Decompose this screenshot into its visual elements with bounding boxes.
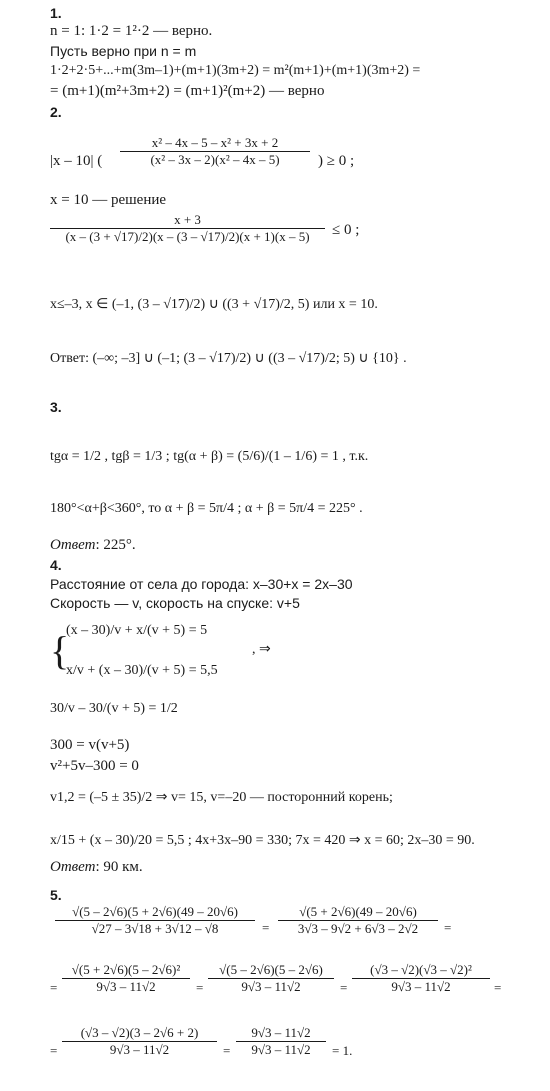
p4-system-eq-2: x/v + (x – 30)/(v + 5) = 5,5 [66,663,218,678]
p4-answer-label: Ответ [50,859,96,875]
p2-ineq-2-suffix: ≤ 0 ; [332,222,360,238]
p4-answer [50,858,143,876]
p5-fraction-1-denominator: √27 – 3√18 + 3√12 – √8 [91,921,219,936]
p5-eq-1: = [262,920,270,935]
p5-fraction-5 [352,962,490,995]
p5-fraction-6-numerator: (√3 – √2)(3 – 2√6 + 2) [62,1025,217,1042]
p1-line-1: n = 1: 1·2 = 1²·2 — верно. [50,23,213,39]
p5-fraction-1-numerator: √(5 – 2√6)(5 + 2√6)(49 – 20√6) [55,904,255,921]
p2-fraction-2 [50,212,325,245]
p5-fraction-3-numerator: √(5 + 2√6)(5 – 2√6)² [62,962,190,979]
p5-fraction-7 [236,1025,326,1058]
p3-line-1: tgα = 1/2 , tgβ = 1/3 ; tg(α + β) = (5/6)/(1 – 1/6) = 1 , т.к. [50,449,369,464]
p5-fraction-6-denominator: 9√3 – 11√2 [109,1042,170,1057]
problem-1-number: 1. [50,5,62,21]
p3-answer [50,536,136,554]
p5-fraction-4-denominator: 9√3 – 11√2 [241,979,301,994]
p4-line-2: Скорость — v, скорость на спуске: v+5 [50,595,300,611]
p4-line-5: v²+5v–300 = 0 [50,758,139,774]
p1-line-3: 1·2+2·5+...+m(3m–1)+(m+1)(3m+2) = m²(m+1)+(m+1)(3m+2) = [50,63,421,78]
p4-system-brace: { [50,628,70,673]
p5-eq-3: = [50,980,58,995]
p5-eq-5: = [340,980,348,995]
p4-line-3: 30/v – 30/(v + 5) = 1/2 [50,701,178,716]
p5-fraction-2-denominator: 3√3 – 9√2 + 6√3 – 2√2 [297,921,419,936]
p2-fraction-1-numerator: x² – 4x – 5 – x² + 3x + 2 [120,135,310,152]
p5-eq-2: = [444,920,452,935]
p4-line-1: Расстояние от села до города: x–30+x = 2x–30 [50,576,353,592]
p3-line-2: 180°<α+β<360°, то α + β = 5π/4 ; α + β = 5π/4 = 225° . [50,501,363,516]
p5-fraction-3-denominator: 9√3 – 11√2 [96,979,156,994]
p2-fraction-1-denominator: (x² – 3x – 2)(x² – 4x – 5) [150,152,280,167]
p5-eq-4: = [196,980,204,995]
p2-ineq-1-suffix: ) ≥ 0 ; [318,153,355,169]
p5-fraction-5-denominator: 9√3 – 11√2 [391,979,451,994]
problem-2-number: 2. [50,104,62,120]
p3-answer-label: Ответ [50,537,96,553]
problem-5-number: 5. [50,887,62,903]
p4-answer-value: : 90 км. [95,859,143,875]
p2-solution-line: x = 10 — решение [50,192,167,208]
p2-abs-prefix: |x – 10| ( [50,153,103,169]
p4-line-7: x/15 + (x – 30)/20 = 5,5 ; 4x+3x–90 = 330; 7x = 420 ⇒ x = 60; 2x–30 = 90. [50,833,475,848]
p2-answer: Ответ: (–∞; –3] ∪ (–1; (3 – √17)/2) ∪ ((3 – √17)/2; 5) ∪ {10} . [50,351,407,366]
p5-fraction-3 [62,962,190,995]
p4-arrow: , ⇒ [252,642,271,657]
p5-fraction-7-denominator: 9√3 – 11√2 [251,1042,311,1057]
p2-fraction-2-numerator: x + 3 [50,212,325,229]
p5-eq-8: = [223,1043,231,1058]
p5-fraction-5-numerator: (√3 – √2)(√3 – √2)² [352,962,490,979]
p1-line-4: = (m+1)(m²+3m+2) = (m+1)²(m+2) — верно [50,83,325,99]
p5-fraction-1 [55,904,255,937]
p5-fraction-2-numerator: √(5 + 2√6)(49 – 20√6) [278,904,438,921]
p2-interval-line: x≤–3, x ∈ (–1, (3 – √17)/2) ∪ ((3 + √17)/2, 5) или x = 10. [50,297,378,312]
p4-system-eq-1: (x – 30)/v + x/(v + 5) = 5 [66,623,208,638]
p5-fraction-2 [278,904,438,937]
p5-eq-7: = [50,1043,58,1058]
p5-eq-6: = [494,980,502,995]
p5-fraction-4 [208,962,334,995]
p5-fraction-4-numerator: √(5 – 2√6)(5 – 2√6) [208,962,334,979]
p5-fraction-7-numerator: 9√3 – 11√2 [236,1025,326,1042]
p5-result: = 1. [332,1043,353,1058]
p4-line-6: v1,2 = (–5 ± 35)/2 ⇒ v= 15, v=–20 — посторонний корень; [50,790,393,805]
p5-fraction-6 [62,1025,217,1058]
problem-4-number: 4. [50,557,62,573]
p2-fraction-2-denominator: (x – (3 + √17)/2)(x – (3 – √17)/2)(x + 1)(x – 5) [65,229,310,244]
p3-answer-value: : 225°. [95,537,136,553]
p1-line-2: Пусть верно при n = m [50,43,197,59]
problem-3-number: 3. [50,399,62,415]
p4-line-4: 300 = v(v+5) [50,737,130,753]
p2-fraction-1 [120,135,310,168]
